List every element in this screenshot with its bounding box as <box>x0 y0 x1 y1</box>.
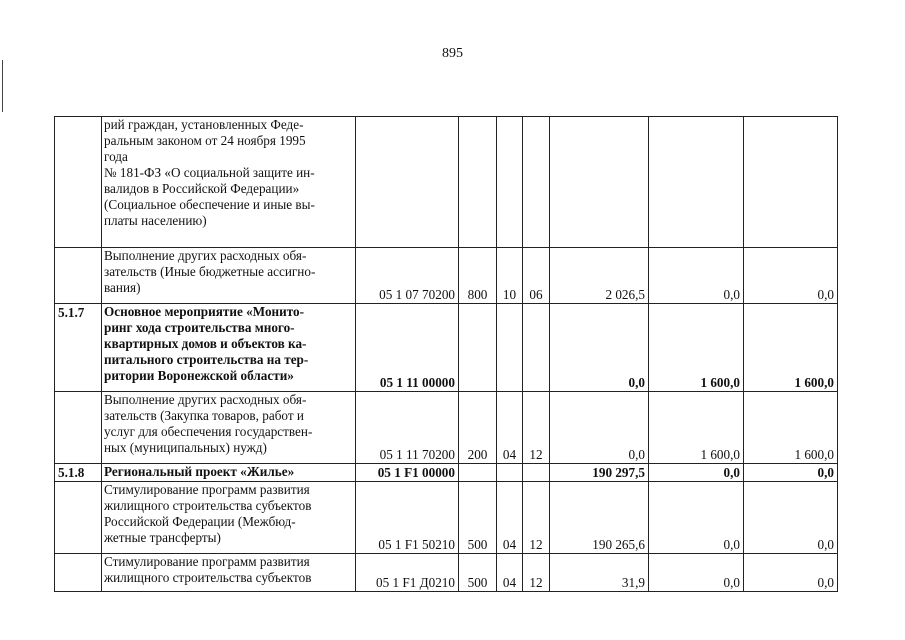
subsection: 12 <box>523 392 550 464</box>
row-number <box>55 248 102 304</box>
table-row <box>55 117 838 248</box>
row-name <box>102 392 356 464</box>
row-number: 5.1.8 <box>55 464 102 482</box>
amount-year-3: 1 600,0 <box>744 304 838 392</box>
section: 04 <box>497 554 523 592</box>
subsection <box>523 117 550 248</box>
target-code: 05 1 11 70200 <box>356 392 459 464</box>
row-name <box>102 482 356 554</box>
subsection: 12 <box>523 554 550 592</box>
amount-year-1: 31,9 <box>550 554 649 592</box>
row-name <box>102 554 356 592</box>
row-name-line: питального строительства на тер- <box>104 352 309 367</box>
row-name-line: Региональный проект «Жилье» <box>104 464 295 479</box>
row-name-line: зательств (Закупка товаров, работ и <box>104 408 304 423</box>
amount-year-2: 0,0 <box>649 554 744 592</box>
expense-type: 200 <box>459 392 497 464</box>
amount-year-2: 0,0 <box>649 248 744 304</box>
page-number: 895 <box>442 46 463 61</box>
subsection: 12 <box>523 482 550 554</box>
row-name-line: Стимулирование программ развития <box>104 554 310 569</box>
subsection <box>523 304 550 392</box>
row-name-line: ных (муниципальных) нужд) <box>104 440 267 455</box>
amount-year-1 <box>550 117 649 248</box>
section <box>497 464 523 482</box>
amount-year-2: 1 600,0 <box>649 392 744 464</box>
row-name-line: услуг для обеспечения государствен- <box>104 424 313 439</box>
row-name-line: Стимулирование программ развития <box>104 482 310 497</box>
row-number <box>55 392 102 464</box>
row-name-line: года <box>104 149 128 164</box>
section: 04 <box>497 482 523 554</box>
amount-year-3: 0,0 <box>744 554 838 592</box>
amount-year-1: 2 026,5 <box>550 248 649 304</box>
row-name-line: Выполнение других расходных обя- <box>104 248 307 263</box>
row-name-line: квартирных домов и объектов ка- <box>104 336 307 351</box>
row-name-line: ритории Воронежской области» <box>104 368 294 383</box>
expense-type <box>459 304 497 392</box>
expense-type: 500 <box>459 482 497 554</box>
table-row <box>55 464 838 482</box>
row-name-line: Выполнение других расходных обя- <box>104 392 307 407</box>
row-name-line: зательств (Иные бюджетные ассигно- <box>104 264 316 279</box>
row-name-line: ринг хода строительства много- <box>104 320 295 335</box>
amount-year-3: 0,0 <box>744 464 838 482</box>
amount-year-3 <box>744 117 838 248</box>
row-name-line: Основное мероприятие «Монито- <box>104 304 305 319</box>
section <box>497 117 523 248</box>
row-name-line: жетные трансферты) <box>104 530 221 545</box>
expense-type <box>459 464 497 482</box>
section <box>497 304 523 392</box>
row-name-line: № 181-ФЗ «О социальной защите ин- <box>104 165 315 180</box>
row-name-line: (Социальное обеспечение и иные вы- <box>104 197 315 212</box>
row-name-line: вания) <box>104 280 141 295</box>
section: 04 <box>497 392 523 464</box>
budget-table <box>54 116 838 592</box>
amount-year-2: 0,0 <box>649 464 744 482</box>
amount-year-1: 0,0 <box>550 392 649 464</box>
row-number <box>55 554 102 592</box>
amount-year-1: 0,0 <box>550 304 649 392</box>
amount-year-2 <box>649 117 744 248</box>
expense-type: 800 <box>459 248 497 304</box>
amount-year-2: 0,0 <box>649 482 744 554</box>
margin-mark <box>2 60 3 112</box>
section: 10 <box>497 248 523 304</box>
expense-type <box>459 117 497 248</box>
row-number <box>55 117 102 248</box>
target-code: 05 1 F1 Д0210 <box>356 554 459 592</box>
target-code: 05 1 07 70200 <box>356 248 459 304</box>
table-row <box>55 304 838 392</box>
table-row <box>55 248 838 304</box>
row-name-line: жилищного строительства субъектов <box>104 498 312 513</box>
row-number <box>55 482 102 554</box>
amount-year-1: 190 297,5 <box>550 464 649 482</box>
amount-year-2: 1 600,0 <box>649 304 744 392</box>
expense-type: 500 <box>459 554 497 592</box>
amount-year-3: 0,0 <box>744 482 838 554</box>
row-number: 5.1.7 <box>55 304 102 392</box>
row-name-line: жилищного строительства субъектов <box>104 570 312 585</box>
table-row <box>55 554 838 592</box>
target-code: 05 1 F1 50210 <box>356 482 459 554</box>
table-row <box>55 392 838 464</box>
table-row <box>55 482 838 554</box>
amount-year-3: 0,0 <box>744 248 838 304</box>
amount-year-1: 190 265,6 <box>550 482 649 554</box>
row-name-line: Российской Федерации (Межбюд- <box>104 514 296 529</box>
row-name <box>102 304 356 392</box>
row-name-line: платы населению) <box>104 213 207 228</box>
row-name-line: ральным законом от 24 ноября 1995 <box>104 133 306 148</box>
target-code: 05 1 11 00000 <box>356 304 459 392</box>
subsection <box>523 464 550 482</box>
row-name <box>102 248 356 304</box>
target-code: 05 1 F1 00000 <box>356 464 459 482</box>
row-name <box>102 117 356 248</box>
row-name <box>102 464 356 482</box>
target-code <box>356 117 459 248</box>
subsection: 06 <box>523 248 550 304</box>
amount-year-3: 1 600,0 <box>744 392 838 464</box>
row-name-line: валидов в Российской Федерации» <box>104 181 300 196</box>
row-name-line: рий граждан, установленных Феде- <box>104 117 304 132</box>
